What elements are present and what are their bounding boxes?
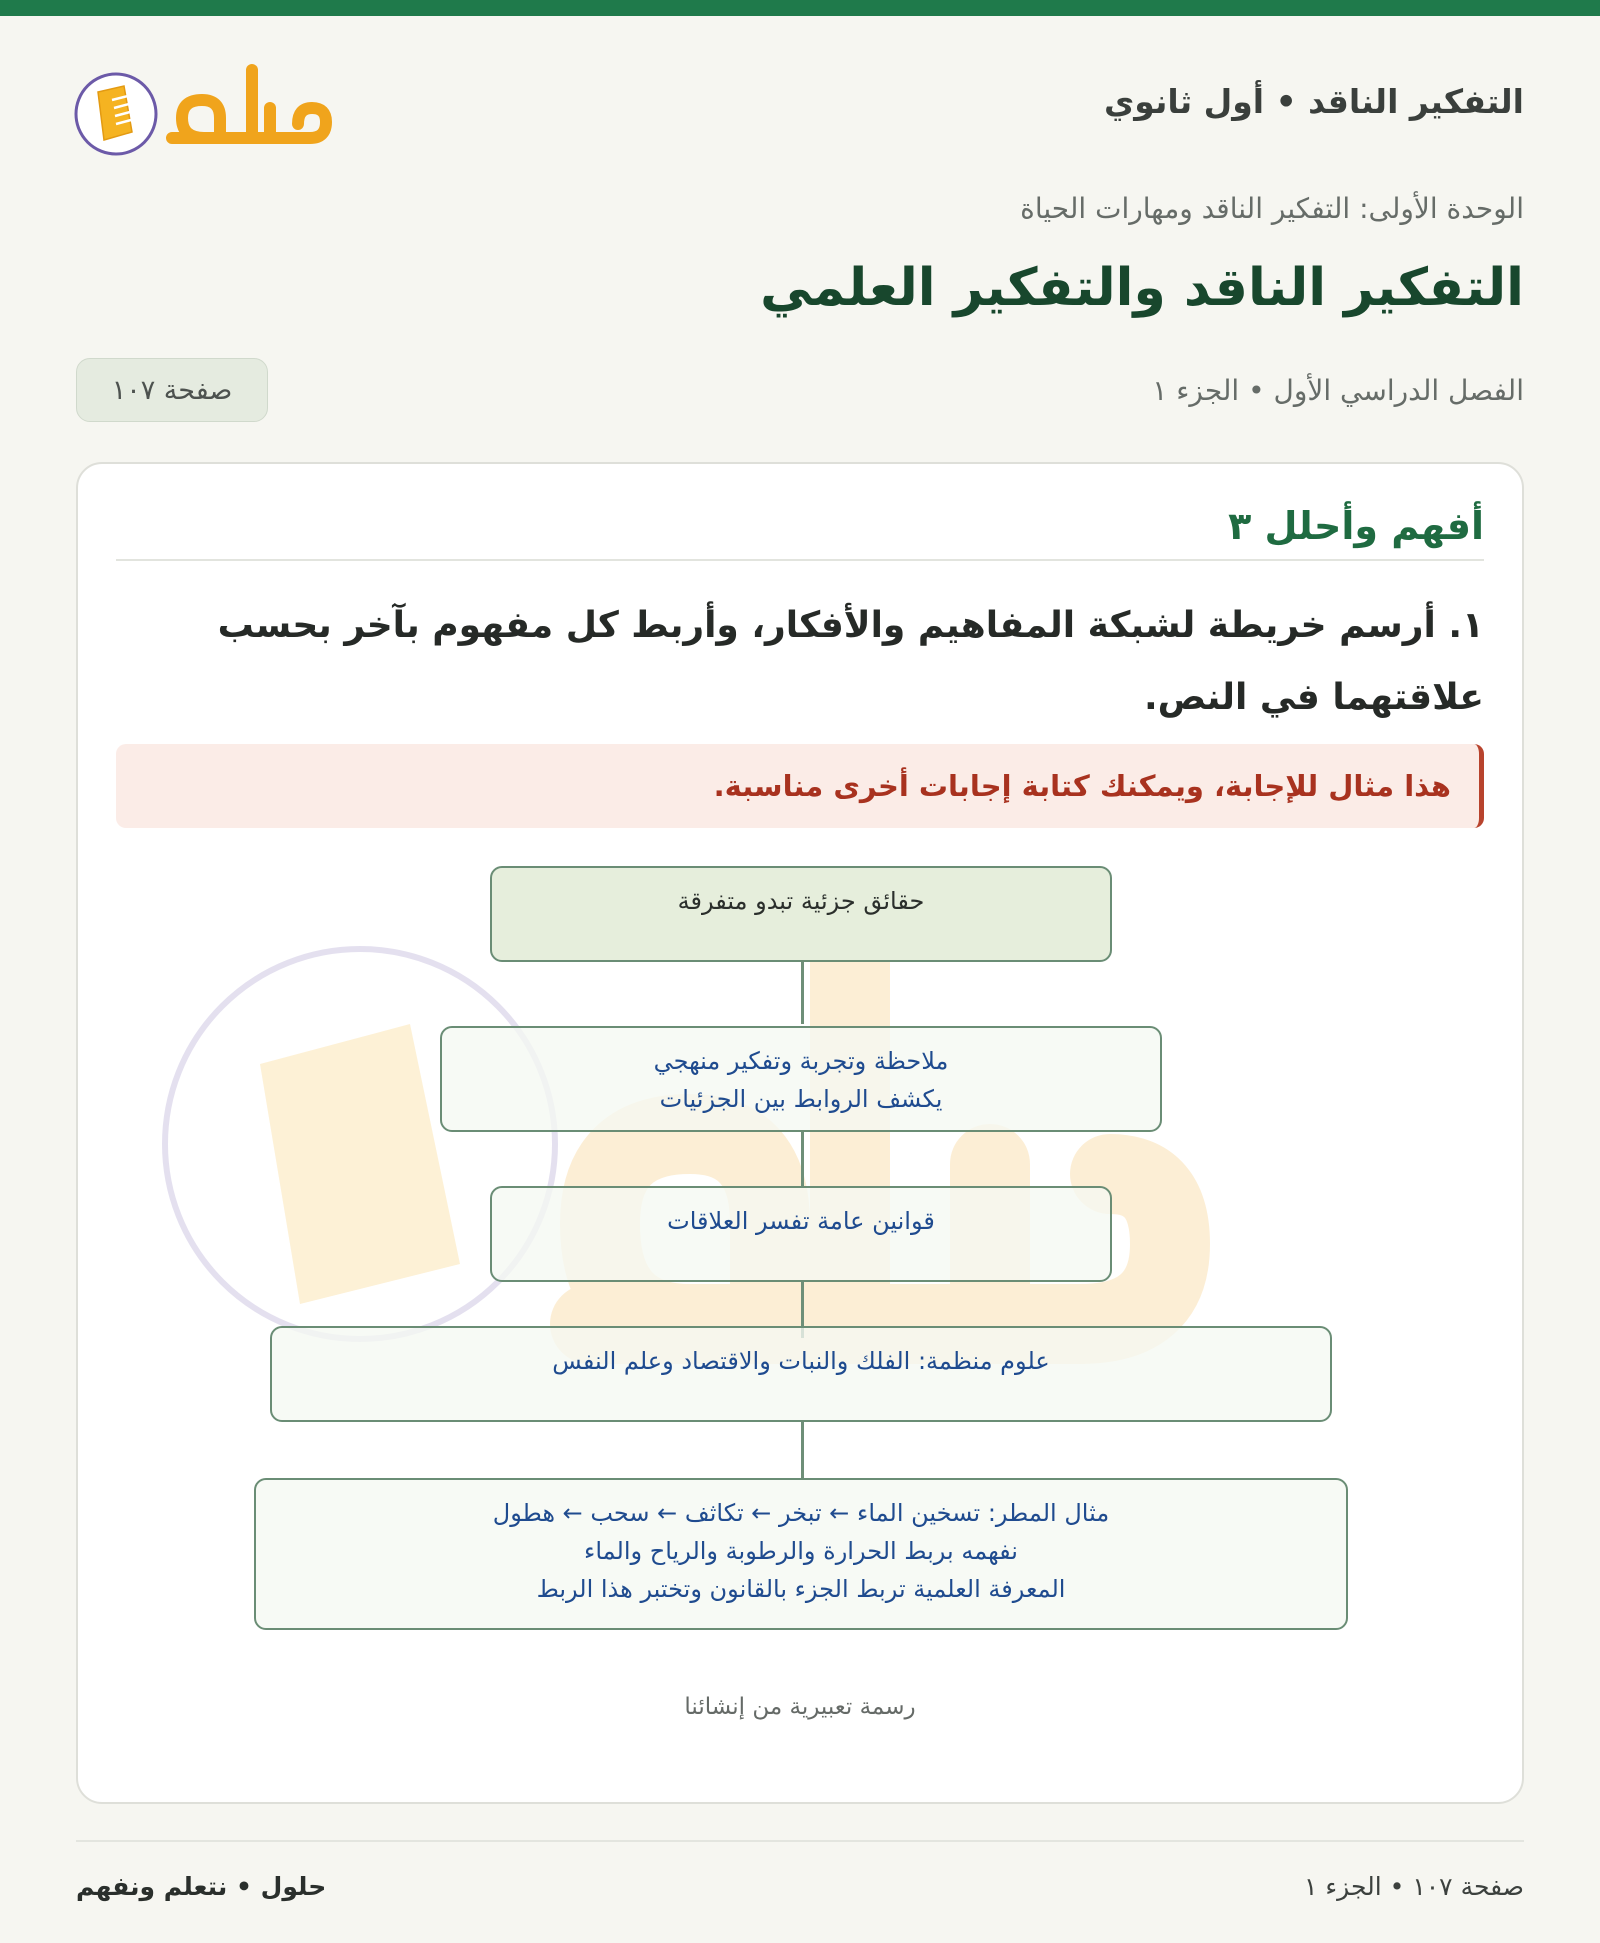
concept-box bbox=[440, 1026, 1162, 1132]
figure-caption: رسمة تعبيرية من إنشائنا bbox=[684, 1694, 916, 1720]
answer-note-text: هذا مثال للإجابة، ويمكنك كتابة إجابات أخرى مناسبة. bbox=[713, 769, 1451, 803]
concept-box bbox=[270, 1326, 1332, 1422]
concept-box bbox=[254, 1478, 1348, 1630]
concept-line: نفهمه بربط الحرارة والرطوبة والرياح والماء bbox=[584, 1537, 1018, 1565]
logo[interactable] bbox=[72, 52, 342, 168]
semester-label: الفصل الدراسي الأول • الجزء ١ bbox=[1152, 374, 1524, 407]
answer-note bbox=[116, 744, 1484, 828]
top-accent-bar bbox=[0, 0, 1600, 16]
connector-line bbox=[801, 1420, 804, 1480]
page-number-badge: صفحة ١٠٧ bbox=[76, 358, 268, 422]
concept-box bbox=[490, 866, 1112, 962]
footer-divider bbox=[76, 1840, 1524, 1842]
section-title: أفهم وأحلل ٣ bbox=[1228, 504, 1484, 548]
question-text: ١. أرسم خريطة لشبكة المفاهيم والأفكار، وأربط كل مفهوم بآخر بحسب علاقتهما في النص. bbox=[217, 605, 1484, 718]
concept-line: ملاحظة وتجربة وتفكير منهجي bbox=[653, 1047, 949, 1075]
footer-page-info: صفحة ١٠٧ • الجزء ١ bbox=[1304, 1872, 1524, 1901]
logo-wordmark bbox=[172, 70, 326, 138]
connector-line bbox=[801, 1132, 804, 1188]
concept-line: قوانين عامة تفسر العلاقات bbox=[667, 1207, 935, 1235]
unit-subtitle: الوحدة الأولى: التفكير الناقد ومهارات الحياة bbox=[1020, 192, 1524, 225]
concept-line: يكشف الروابط بين الجزئيات bbox=[659, 1085, 943, 1113]
page-title: التفكير الناقد والتفكير العلمي bbox=[760, 258, 1524, 318]
section-divider bbox=[116, 559, 1484, 561]
footer-brand: حلول • نتعلم ونفهم bbox=[76, 1872, 327, 1901]
concept-box bbox=[490, 1186, 1112, 1282]
concept-line: علوم منظمة: الفلك والنبات والاقتصاد وعلم النفس bbox=[552, 1347, 1050, 1375]
subject-heading: التفكير الناقد • أول ثانوي bbox=[1104, 82, 1524, 121]
concept-line: المعرفة العلمية تربط الجزء بالقانون وتختبر هذا الربط bbox=[536, 1575, 1066, 1603]
concept-line: حقائق جزئية تبدو متفرقة bbox=[677, 887, 925, 915]
concept-line: مثال المطر: تسخين الماء ← تبخر ← تكاثف ← سحب ← هطول bbox=[492, 1499, 1110, 1527]
exercise-card bbox=[76, 462, 1524, 1804]
connector-line bbox=[801, 962, 804, 1024]
